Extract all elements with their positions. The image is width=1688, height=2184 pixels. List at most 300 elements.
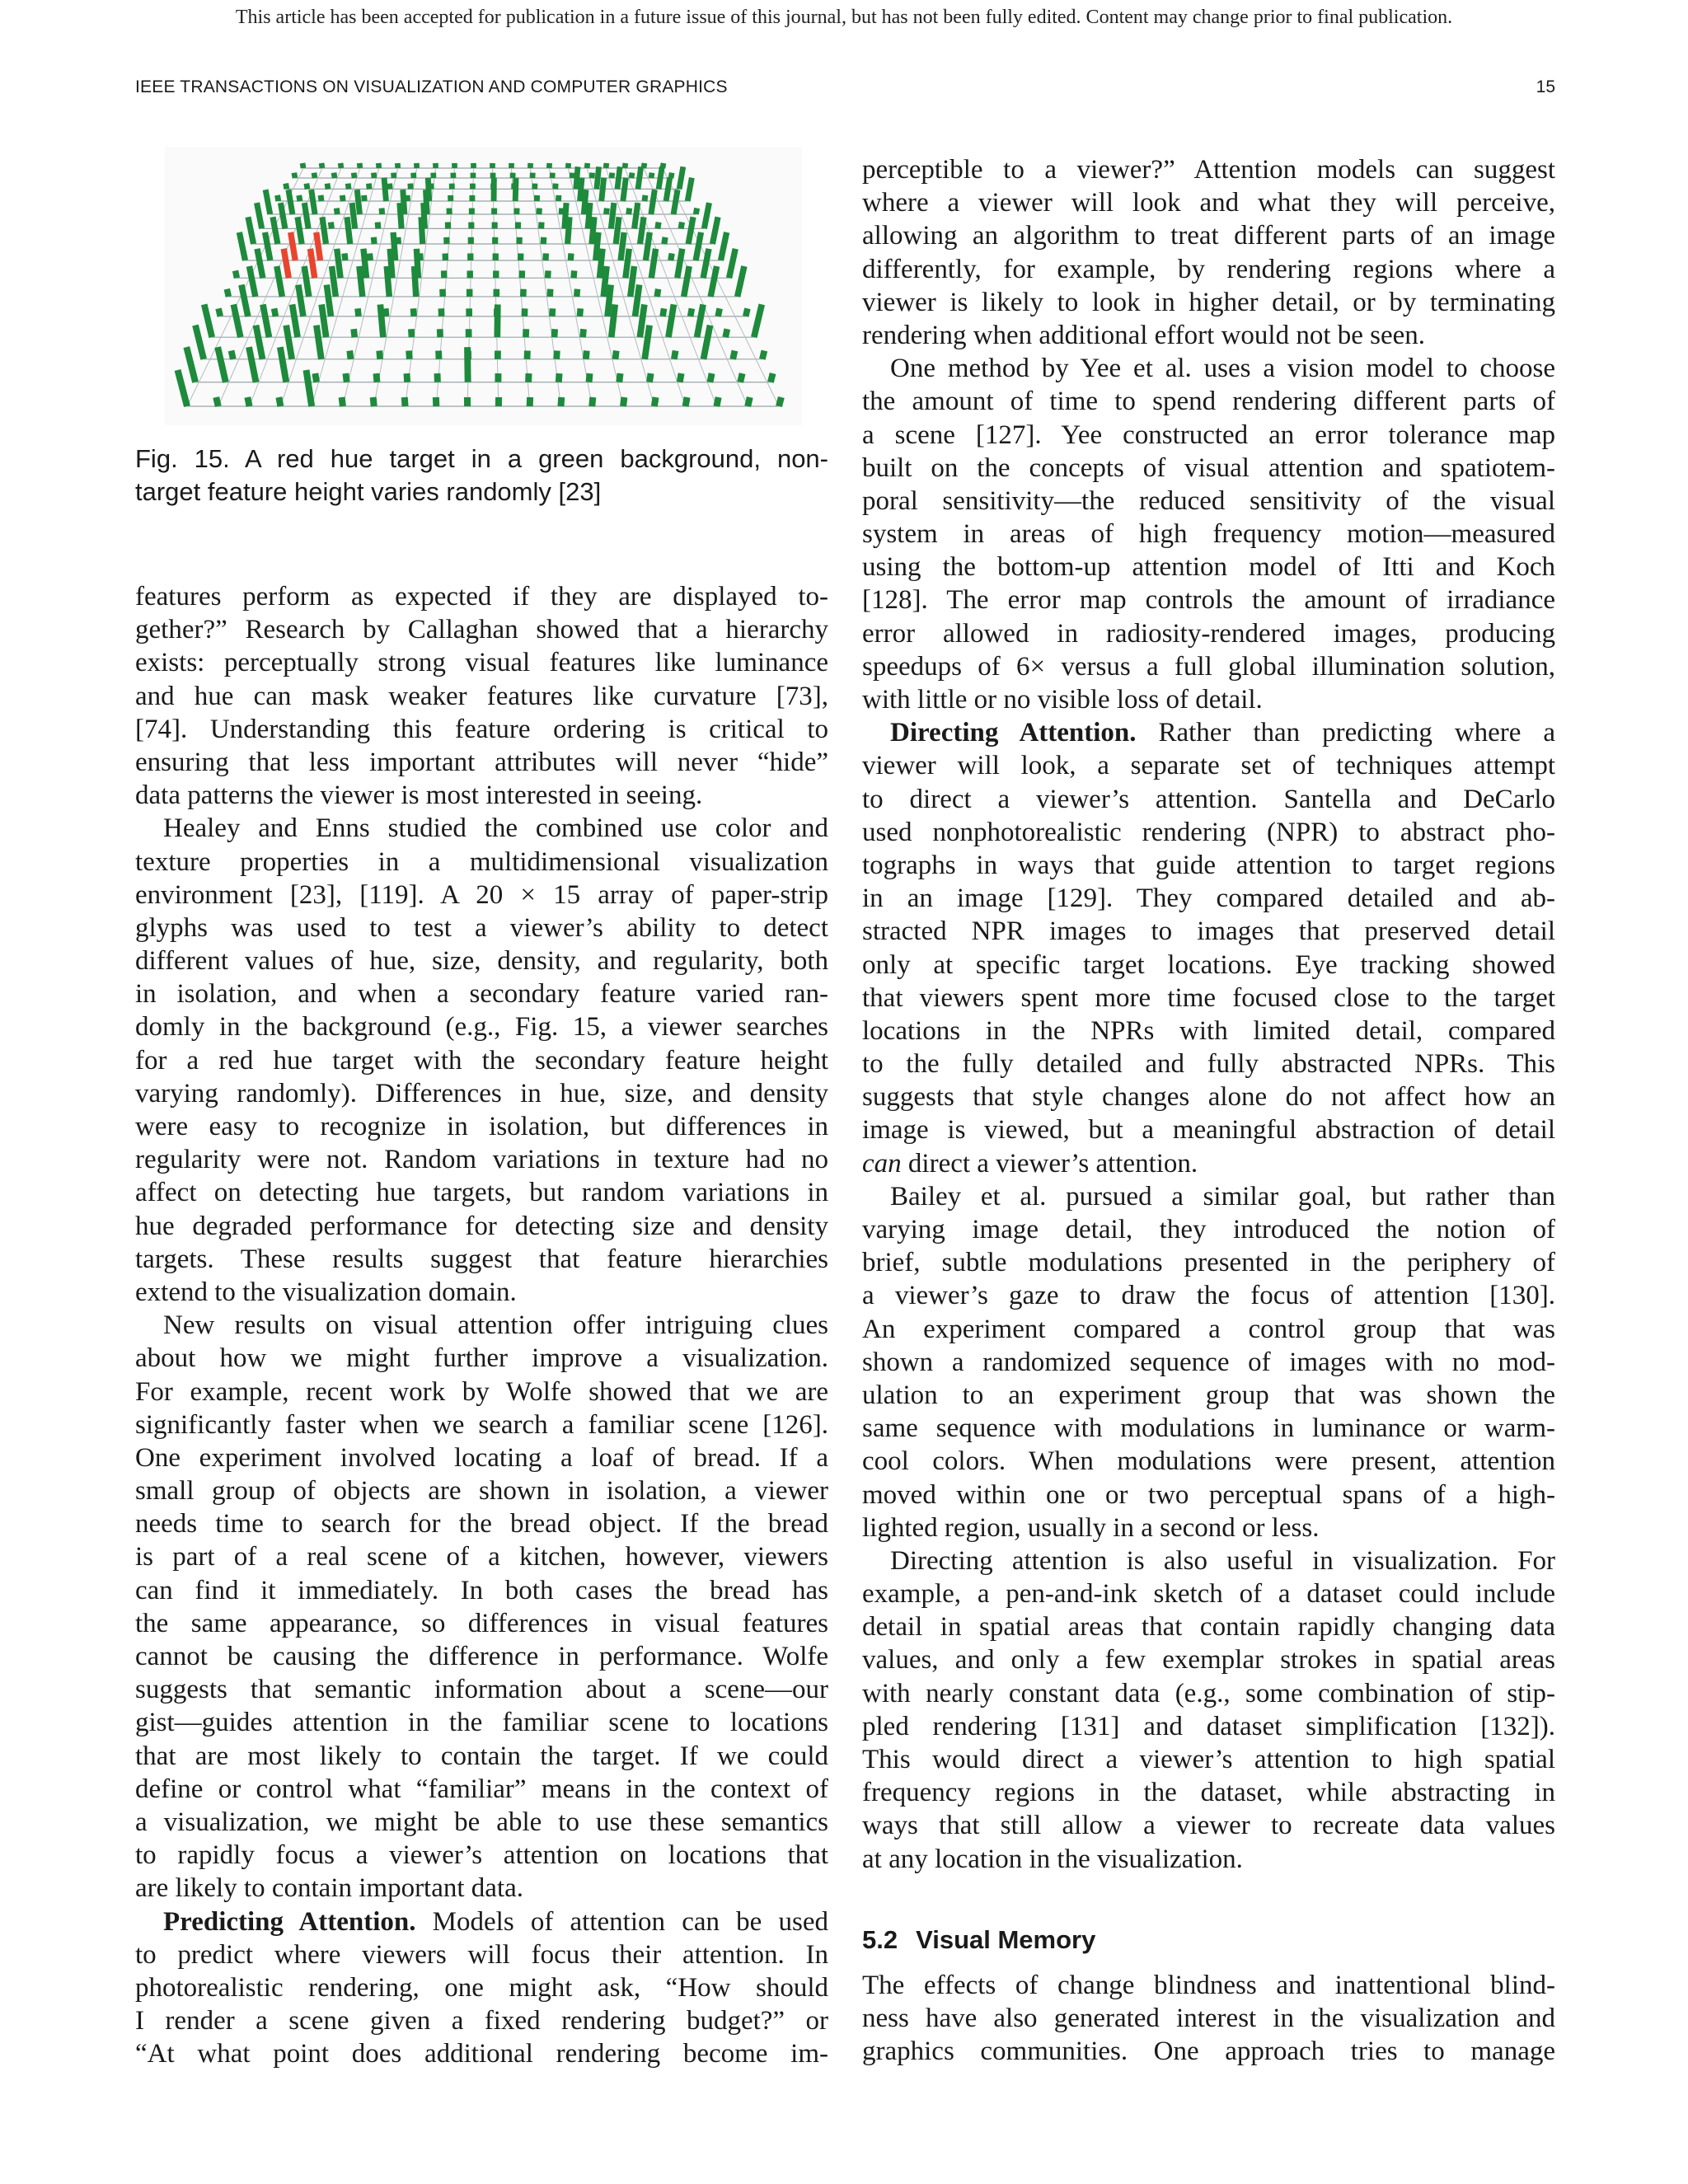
line-text: “At what point does additional rendering become im-	[135, 2039, 828, 2069]
text-line	[135, 713, 828, 746]
strip-glyph	[550, 289, 551, 297]
strip-glyph	[369, 253, 370, 260]
line-text: are likely to contain important data.	[135, 1873, 524, 1904]
text-line	[135, 613, 828, 646]
strip-glyph	[312, 190, 315, 214]
strip-glyph	[607, 285, 611, 316]
strip-glyph	[686, 397, 687, 406]
text-line	[135, 2004, 828, 2037]
strip-glyph	[651, 249, 655, 279]
strip-glyph	[357, 190, 359, 214]
strip-glyph	[733, 350, 734, 359]
line-text: features perform as expected if they are displayed to-	[135, 582, 828, 612]
line-text: gist—guides attention in the familiar scene to locations	[135, 1708, 828, 1738]
strip-glyph	[363, 249, 367, 279]
strip-glyph	[666, 178, 670, 201]
strip-glyph	[718, 308, 720, 316]
line-text: for a red hue target with the secondary feature height	[135, 1045, 828, 1076]
text-line	[135, 1938, 828, 1971]
strip-glyph	[663, 308, 664, 316]
text-line	[135, 1474, 828, 1507]
strip-glyph	[687, 178, 692, 201]
strip-glyph	[602, 178, 604, 201]
strip-glyph	[316, 326, 321, 359]
strip-glyph	[302, 163, 303, 168]
strip-glyph	[623, 397, 624, 406]
text-line	[135, 1010, 828, 1043]
line-text: [128]. The error map controls the amount of irradiance	[862, 585, 1555, 616]
strip-glyph	[599, 249, 603, 279]
strip-glyph	[386, 308, 387, 316]
text-line	[862, 1843, 1555, 1876]
paragraph	[862, 352, 1555, 716]
text-line	[135, 879, 828, 912]
line-text: ensuring that less important attributes will never “hide”	[135, 747, 828, 777]
strip-glyph	[651, 190, 654, 214]
text-line	[135, 1872, 828, 1905]
strip-glyph	[376, 373, 377, 382]
strip-glyph	[280, 347, 286, 382]
strip-glyph	[606, 163, 607, 168]
strip-glyph	[671, 173, 672, 178]
paragraph	[135, 1905, 828, 2071]
strip-glyph	[659, 166, 662, 189]
text-line	[135, 1077, 828, 1110]
strip-glyph	[583, 329, 584, 337]
strip-glyph	[691, 308, 692, 316]
line-text: where a viewer will look and what they will perceive,	[862, 188, 1555, 218]
strip-glyph	[640, 304, 644, 337]
line-text: using the bottom-up attention model of Itti and Koch	[862, 552, 1555, 583]
text-line	[135, 1143, 828, 1176]
strip-glyph	[673, 190, 678, 214]
run-in-heading: Directing Attention.	[890, 718, 1137, 748]
text-line	[862, 1776, 1555, 1809]
line-text: An experiment compared a control group that was	[862, 1314, 1555, 1344]
strip-glyph	[334, 173, 335, 178]
text-line	[135, 1110, 828, 1143]
line-text: poral sensitivity—the reduced sensitivity of the visual	[862, 485, 1555, 516]
line-text: values, and only a few exemplar strokes in spatial areas	[862, 1645, 1555, 1675]
strip-glyph	[249, 347, 256, 382]
strip-glyph	[588, 203, 590, 228]
text-line	[862, 1213, 1555, 1246]
text-line	[135, 1773, 828, 1806]
running-header: IEEE TRANSACTIONS ON VISUALIZATION AND COMPUTER GRAPHICS	[135, 77, 728, 96]
line-text: One experiment involved locating a loaf of bread. If a	[135, 1442, 828, 1473]
strip-glyph	[349, 350, 350, 359]
strip-glyph	[612, 304, 615, 337]
text-line	[135, 1540, 828, 1573]
strip-glyph	[257, 203, 262, 228]
line-text: with little or no visible loss of detail.	[862, 685, 1263, 715]
text-line	[862, 1479, 1555, 1511]
strip-glyph	[186, 347, 195, 382]
line-text: suggests that style changes alone do not affect how an	[862, 1082, 1555, 1113]
strip-glyph	[688, 217, 693, 244]
strip-glyph	[411, 329, 412, 337]
strip-glyph	[740, 373, 742, 382]
paragraph	[862, 1544, 1555, 1876]
strip-glyph	[729, 249, 736, 279]
line-text: Rather than predicting where a	[1136, 718, 1556, 748]
line-text: glyphs was used to test a viewer’s ability to detect	[135, 912, 828, 943]
line-text: detail in spatial areas that contain rapidly changing data	[862, 1612, 1555, 1643]
text-line	[862, 1577, 1555, 1610]
strip-glyph	[629, 209, 630, 214]
strip-glyph	[580, 178, 582, 201]
strip-glyph	[286, 326, 292, 359]
line-text: allowing an algorithm to treat different parts of an image	[862, 221, 1555, 251]
strip-glyph	[710, 373, 711, 382]
line-text: For example, recent work by Wolfe showed that we are	[135, 1376, 828, 1407]
strip-glyph	[232, 350, 233, 359]
strip-glyph	[657, 289, 658, 297]
line-text: suggests that semantic information about a scene—our	[135, 1675, 828, 1705]
strip-glyph	[651, 173, 652, 178]
strip-glyph	[552, 308, 553, 316]
line-text: about how we might further improve a visualization.	[135, 1343, 828, 1374]
strip-glyph	[239, 232, 245, 260]
text-line	[135, 944, 828, 977]
text-line	[862, 949, 1555, 982]
text-line	[862, 385, 1555, 418]
paragraph	[862, 1969, 1555, 2069]
strip-glyph	[321, 304, 326, 337]
strip-glyph	[619, 373, 620, 382]
strip-glyph	[658, 223, 659, 229]
line-text: Healey and Enns studied the combined use color and	[163, 813, 828, 844]
strip-glyph	[377, 223, 378, 229]
line-text: example, a pen-and-ink sketch of a dataset could include	[862, 1579, 1555, 1610]
line-text: to the fully detailed and fully abstracted NPRs. This	[862, 1049, 1555, 1080]
line-text: rendering when additional effort would not be seen.	[862, 320, 1426, 350]
text-line	[862, 319, 1555, 352]
line-text: targets. These results suggest that feature hierarchies	[135, 1244, 828, 1274]
text-line	[862, 419, 1555, 452]
strip-glyph	[304, 203, 308, 228]
strip-glyph	[384, 178, 386, 201]
text-line	[135, 1574, 828, 1607]
paragraph	[862, 716, 1555, 1180]
strip-glyph	[704, 326, 710, 359]
strip-glyph	[294, 173, 295, 178]
text-line	[135, 1607, 828, 1640]
grid-column-line	[644, 168, 748, 406]
line-text: with nearly constant data (e.g., some combination of stip-	[862, 1678, 1555, 1708]
strip-glyph	[592, 397, 593, 406]
text-line	[135, 1210, 828, 1243]
strip-glyph	[342, 195, 343, 201]
text-line	[135, 1276, 828, 1309]
text-line	[862, 882, 1555, 915]
strip-glyph	[293, 304, 298, 337]
strip-glyph	[298, 217, 302, 244]
caption-line: target feature height varies randomly [23]	[135, 477, 602, 507]
text-line	[862, 286, 1555, 319]
strip-glyph	[400, 203, 401, 228]
line-text: error allowed in radiosity-rendered images, producing	[862, 618, 1555, 649]
line-text: Directing attention is also useful in visualization. For	[890, 1545, 1555, 1576]
strip-glyph	[421, 217, 423, 244]
strip-glyph	[321, 163, 322, 168]
line-text: photorealistic rendering, one might ask, “How should	[135, 1972, 828, 2003]
line-text: exists: perceptually strong visual features like luminance	[135, 648, 828, 678]
line-text: a scene [127]. Yee constructed an error tolerance map	[862, 419, 1555, 450]
strip-glyph	[348, 184, 349, 190]
strip-glyph	[680, 373, 682, 382]
line-text: One method by Yee et al. uses a vision model to choose	[890, 354, 1555, 384]
strip-glyph	[635, 285, 640, 316]
strip-glyph	[358, 308, 359, 316]
strip-glyph	[336, 209, 337, 214]
text-line	[135, 1243, 828, 1276]
strip-glyph	[322, 217, 326, 244]
line-text: New results on visual attention offer intriguing clues	[163, 1310, 828, 1341]
text-line	[862, 1743, 1555, 1776]
text-line	[135, 1971, 828, 2004]
text-line	[862, 452, 1555, 485]
strip-glyph	[679, 166, 683, 189]
line-text: a viewer’s gaze to draw the focus of attention [130].	[862, 1281, 1555, 1311]
strip-glyph	[668, 304, 673, 337]
text-line	[862, 186, 1555, 219]
section-number: 5.2	[862, 1925, 898, 1954]
strip-glyph	[216, 397, 218, 406]
paragraph	[135, 812, 828, 1309]
line-text: Models of attention can be used	[415, 1906, 828, 1937]
text-line	[135, 812, 828, 845]
line-text: environment [23], [119]. A 20 × 15 array of paper-strip	[135, 879, 828, 910]
strip-glyph	[596, 232, 598, 260]
strip-glyph	[304, 266, 309, 297]
text-line	[135, 2037, 828, 2070]
left-column	[135, 580, 828, 2070]
strip-glyph	[589, 373, 590, 382]
line-text: cannot be causing the difference in performance. Wolfe	[135, 1642, 828, 1671]
text-line	[862, 849, 1555, 882]
line-text: shown a randomized sequence of images with no mod-	[862, 1347, 1555, 1377]
strip-glyph	[548, 270, 549, 278]
text-line	[135, 1408, 828, 1441]
strip-glyph	[704, 203, 709, 228]
strip-glyph	[379, 350, 380, 359]
strip-glyph	[561, 209, 562, 214]
strip-glyph	[178, 370, 187, 406]
text-line	[135, 1441, 828, 1474]
strip-glyph	[298, 285, 303, 316]
text-line	[135, 1673, 828, 1706]
grid-column-line	[312, 168, 379, 406]
text-line	[135, 646, 828, 679]
text-line	[862, 1246, 1555, 1279]
line-text: cool colors. When modulations were present, attention	[862, 1446, 1555, 1477]
line-text: to rapidly focus a viewer’s attention on locations that	[135, 1840, 828, 1871]
strip-glyph	[364, 195, 365, 201]
strip-glyph	[779, 397, 781, 406]
grid-column-line	[406, 168, 436, 406]
strip-glyph	[697, 304, 703, 337]
text-line	[135, 1176, 828, 1209]
line-text: varying image detail, they introduced the notion of	[862, 1215, 1555, 1244]
text-line	[862, 1969, 1555, 2002]
strip-glyph	[274, 308, 276, 316]
strip-glyph	[631, 173, 632, 178]
text-line	[862, 1113, 1555, 1146]
line-text: perceptible to a viewer?” Attention models can suggest	[862, 155, 1555, 185]
strip-glyph	[286, 184, 287, 190]
strip-glyph	[409, 350, 410, 359]
strip-glyph	[218, 347, 226, 382]
line-text: direct a viewer’s attention.	[901, 1148, 1198, 1179]
strip-glyph	[640, 217, 645, 244]
line-text: to direct a viewer’s attention. Santella and DeCarlo	[862, 784, 1555, 814]
line-text: gether?” Research by Callaghan showed that a hierarchy	[135, 615, 828, 645]
strip-glyph	[623, 178, 626, 201]
strip-glyph	[559, 373, 560, 382]
strip-glyph	[315, 373, 316, 382]
strip-glyph	[248, 217, 254, 244]
line-text: affect on detecting hue targets, but random variations in	[135, 1178, 828, 1208]
line-text: varying randomly). Differences in hue, size, and density	[135, 1078, 828, 1108]
strip-glyph	[345, 373, 346, 382]
strip-glyph	[725, 329, 727, 337]
text-line	[862, 1379, 1555, 1412]
line-text: ways that still allow a viewer to recreate data values	[862, 1811, 1555, 1841]
strip-glyph	[314, 173, 315, 178]
target-glyph	[316, 232, 321, 260]
text-line	[862, 253, 1555, 286]
strip-glyph	[584, 190, 586, 214]
strip-glyph	[414, 308, 415, 316]
line-text: brief, subtle modulations presented in the periphery of	[862, 1248, 1555, 1278]
strip-glyph	[611, 203, 614, 228]
strip-glyph	[352, 203, 355, 228]
line-text: frequency regions in the dataset, while abstracting in	[862, 1778, 1555, 1808]
line-text: in an image [129]. They compared detailed and ab-	[862, 883, 1555, 914]
line-text: The effects of change blindness and inattentional blind-	[862, 1971, 1555, 2000]
strip-glyph	[247, 397, 249, 406]
text-line	[862, 2002, 1555, 2035]
strip-glyph	[265, 232, 270, 260]
line-text: image is viewed, but a meaningful abstraction of detail	[862, 1115, 1555, 1146]
strip-glyph	[579, 308, 580, 316]
text-line	[862, 583, 1555, 616]
text-line	[862, 749, 1555, 782]
strip-glyph	[327, 184, 328, 190]
strip-glyph	[617, 166, 620, 189]
text-line	[862, 2035, 1555, 2068]
text-line	[862, 1346, 1555, 1379]
run-in-heading: Predicting Attention.	[163, 1906, 416, 1937]
paragraph	[135, 580, 828, 812]
strip-glyph	[265, 190, 270, 214]
strip-glyph	[467, 347, 468, 382]
grid-column-line	[492, 168, 498, 406]
strip-glyph	[299, 195, 300, 201]
strip-glyph	[638, 166, 641, 189]
line-text: locations in the NPRs with limited detail, compared	[862, 1015, 1555, 1046]
strip-glyph	[378, 163, 379, 168]
text-line	[862, 551, 1555, 583]
strip-glyph	[644, 163, 645, 168]
strip-glyph	[368, 184, 369, 190]
line-text: were easy to recognize in isolation, but differences in	[135, 1112, 828, 1141]
target-glyph	[310, 249, 314, 279]
strip-glyph	[227, 289, 228, 297]
line-text: the same appearance, so differences in visual features	[135, 1608, 828, 1638]
strip-glyph	[664, 237, 665, 244]
strip-glyph	[592, 217, 594, 244]
target-glyph	[291, 232, 296, 260]
section-body	[862, 1969, 1555, 2069]
text-line	[862, 1279, 1555, 1312]
text-line	[862, 1610, 1555, 1643]
strip-glyph	[626, 249, 629, 279]
strip-glyph	[398, 237, 399, 244]
text-line	[862, 485, 1555, 518]
text-line	[135, 977, 828, 1010]
line-text: and hue can mask weaker features like curvature [73],	[135, 681, 828, 711]
strip-glyph	[249, 266, 255, 297]
line-text: ulation to an experiment group that was shown the	[862, 1380, 1555, 1410]
line-text: hue degraded performance for detecting size and density	[135, 1211, 828, 1241]
line-text: tographs in ways that guide attention to target regions	[862, 850, 1555, 880]
strip-glyph	[586, 350, 587, 359]
text-line	[862, 1313, 1555, 1346]
emphasis: can	[862, 1148, 902, 1179]
text-line	[862, 1080, 1555, 1113]
strip-glyph	[592, 173, 593, 178]
text-line	[862, 816, 1555, 849]
strip-glyph	[712, 217, 718, 244]
strip-glyph	[710, 266, 716, 297]
strip-glyph	[195, 326, 204, 359]
strip-glyph	[587, 163, 588, 168]
strip-glyph	[674, 350, 676, 359]
strip-glyph	[616, 217, 619, 244]
text-line	[862, 1710, 1555, 1743]
strip-glyph	[671, 253, 672, 260]
line-text: viewer is likely to look in higher detail, or by terminating	[862, 287, 1555, 317]
text-line	[862, 783, 1555, 816]
text-line	[135, 1507, 828, 1540]
text-line	[135, 1905, 828, 1938]
figure-caption	[135, 442, 828, 508]
grid-column-line	[663, 168, 779, 406]
text-line	[862, 650, 1555, 683]
strip-glyph	[405, 397, 406, 406]
strip-glyph	[307, 370, 312, 406]
strip-glyph	[568, 217, 570, 244]
line-text: This would direct a viewer’s attention to high spatial	[862, 1745, 1555, 1774]
text-line	[135, 912, 828, 944]
strip-glyph	[241, 285, 248, 316]
paragraph	[862, 153, 1555, 352]
caption-line: Fig. 15. A red hue target in a green background, non-	[135, 444, 828, 473]
strip-glyph	[716, 397, 718, 406]
line-text: graphics communities. One approach tries to manage	[862, 2036, 1555, 2067]
line-text: define or control what “familiar” means in the context of	[135, 1774, 828, 1804]
strip-glyph	[696, 232, 701, 260]
strip-glyph	[649, 373, 651, 382]
text-line	[862, 219, 1555, 252]
text-line	[862, 1544, 1555, 1577]
strip-glyph	[256, 326, 262, 359]
strip-glyph	[218, 308, 220, 316]
text-line	[862, 1445, 1555, 1478]
line-text: to predict where viewers will focus their attention. In	[135, 1939, 828, 1970]
